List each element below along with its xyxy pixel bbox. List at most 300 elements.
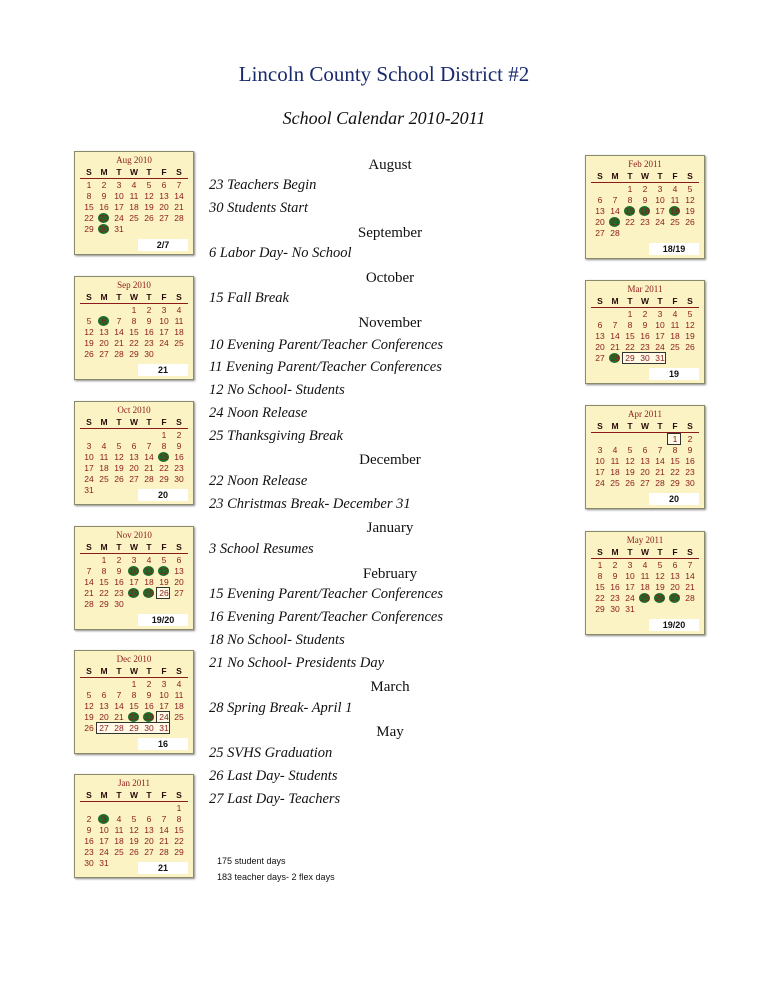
- weekday-header: M: [100, 167, 108, 177]
- event-item: 26 Last Day- Students: [209, 768, 338, 784]
- day-number: 20: [129, 463, 139, 473]
- day-number: 25: [114, 847, 124, 857]
- day-number: 10: [114, 191, 124, 201]
- day-number: 7: [657, 445, 663, 455]
- day-number: 26: [129, 847, 139, 857]
- day-number: 12: [159, 566, 169, 576]
- day-number: 23: [640, 217, 650, 227]
- mini-calendar-apr-2011: [585, 405, 705, 509]
- mini-month-name: Nov 2010: [116, 530, 152, 540]
- day-number: 31: [655, 353, 665, 363]
- day-number: 22: [159, 463, 169, 473]
- event-item: 12 No School- Students: [209, 382, 345, 398]
- day-number: 14: [144, 452, 154, 462]
- day-number: 5: [687, 184, 693, 194]
- day-number: 16: [114, 577, 124, 587]
- school-day-count: 21: [138, 862, 188, 874]
- day-number: 4: [176, 679, 182, 689]
- day-number: 11: [174, 316, 184, 326]
- day-number: 27: [595, 353, 605, 363]
- day-number: 9: [176, 441, 182, 451]
- weekday-header: T: [146, 417, 152, 427]
- day-number: 31: [84, 485, 94, 495]
- day-number: 26: [685, 342, 695, 352]
- weekday-header: S: [86, 542, 92, 552]
- mini-calendar-sep-2010: [74, 276, 194, 380]
- day-number: 16: [610, 582, 620, 592]
- day-number: 10: [655, 195, 665, 205]
- day-number: 29: [174, 847, 184, 857]
- weekday-header: W: [129, 292, 139, 302]
- day-number: 26: [114, 474, 124, 484]
- day-number: 18: [144, 577, 154, 587]
- day-number: 14: [685, 571, 695, 581]
- month-heading-september: September: [357, 225, 423, 241]
- day-number: 17: [114, 202, 124, 212]
- day-number: 27: [670, 593, 680, 603]
- day-number: 30: [640, 353, 650, 363]
- day-number: 30: [84, 858, 94, 868]
- page-title: Lincoln County School District #2: [238, 62, 530, 86]
- day-number: 11: [670, 320, 680, 330]
- day-number: 12: [84, 327, 94, 337]
- weekday-header: S: [86, 167, 92, 177]
- day-number: 4: [176, 305, 182, 315]
- weekday-header: T: [627, 296, 633, 306]
- weekday-header: M: [100, 666, 108, 676]
- day-number: 29: [159, 474, 169, 484]
- day-number: 14: [84, 577, 94, 587]
- mini-month-name: Feb 2011: [628, 159, 662, 169]
- month-heading-may: May: [376, 724, 404, 740]
- day-number: 3: [101, 814, 107, 824]
- teacher-days-text: 183 teacher days- 2 flex days: [217, 872, 335, 882]
- day-number: 21: [159, 836, 169, 846]
- day-number: 18: [670, 331, 680, 341]
- day-number: 26: [84, 723, 94, 733]
- day-number: 9: [612, 571, 618, 581]
- day-number: 19: [159, 577, 169, 587]
- day-number: 3: [86, 441, 92, 451]
- mini-calendar-feb-2011: [585, 155, 705, 259]
- day-number: 28: [114, 723, 124, 733]
- day-number: 28: [685, 593, 695, 603]
- day-number: 17: [84, 463, 94, 473]
- day-number: 7: [612, 195, 618, 205]
- day-number: 20: [99, 338, 109, 348]
- day-number: 29: [595, 604, 605, 614]
- event-item: 30 Students Start: [209, 200, 309, 216]
- weekday-header: S: [86, 666, 92, 676]
- day-number: 19: [84, 712, 94, 722]
- weekday-header: T: [146, 292, 152, 302]
- weekday-header: S: [176, 542, 182, 552]
- day-number: 24: [114, 213, 124, 223]
- weekday-header: S: [687, 547, 693, 557]
- day-number: 12: [655, 571, 665, 581]
- day-number: 29: [99, 599, 109, 609]
- day-number: 17: [99, 836, 109, 846]
- weekday-header: W: [129, 666, 139, 676]
- day-number: 17: [129, 577, 139, 587]
- day-number: 7: [687, 560, 693, 570]
- day-number: 5: [131, 814, 137, 824]
- day-number: 12: [84, 701, 94, 711]
- day-number: 10: [99, 825, 109, 835]
- weekday-header: M: [611, 171, 619, 181]
- day-number: 21: [174, 202, 184, 212]
- day-number: 27: [144, 847, 154, 857]
- day-number: 22: [84, 213, 94, 223]
- event-item: 24 Noon Release: [209, 405, 308, 421]
- day-number: 27: [174, 588, 184, 598]
- mini-month-name: May 2011: [626, 535, 664, 545]
- day-number: 9: [642, 320, 648, 330]
- event-item: 15 Evening Parent/Teacher Conferences: [209, 586, 443, 602]
- day-number: 19: [685, 206, 695, 216]
- day-number: 29: [84, 224, 94, 234]
- day-number: 2: [642, 309, 648, 319]
- weekday-header: F: [672, 547, 678, 557]
- month-heading-october: October: [365, 270, 415, 286]
- day-number: 3: [131, 555, 137, 565]
- day-number: 7: [146, 441, 152, 451]
- day-number: 20: [99, 712, 109, 722]
- weekday-header: F: [161, 292, 167, 302]
- day-number: 2: [642, 184, 648, 194]
- day-number: 2: [101, 180, 107, 190]
- day-number: 17: [655, 206, 665, 216]
- weekday-header: S: [86, 292, 92, 302]
- weekday-header: S: [176, 167, 182, 177]
- day-number: 1: [627, 309, 633, 319]
- day-number: 25: [640, 593, 650, 603]
- day-number: 2: [146, 305, 152, 315]
- day-number: 15: [625, 206, 635, 216]
- day-number: 14: [610, 206, 620, 216]
- day-number: 15: [129, 701, 139, 711]
- weekday-header: W: [129, 167, 139, 177]
- day-number: 17: [625, 582, 635, 592]
- day-number: 11: [640, 571, 650, 581]
- day-number: 6: [146, 814, 152, 824]
- day-number: 6: [101, 316, 107, 326]
- weekday-header: T: [116, 292, 122, 302]
- weekday-header: S: [687, 171, 693, 181]
- day-number: 15: [99, 577, 109, 587]
- day-number: 13: [174, 566, 184, 576]
- day-number: 28: [114, 349, 124, 359]
- day-number: 21: [114, 712, 124, 722]
- day-number: 25: [99, 474, 109, 484]
- day-number: 31: [159, 723, 169, 733]
- day-number: 30: [610, 604, 620, 614]
- day-number: 21: [114, 338, 124, 348]
- day-number: 20: [595, 217, 605, 227]
- day-number: 9: [146, 690, 152, 700]
- month-heading-february: February: [362, 566, 418, 582]
- student-days-text: 175 student days: [217, 856, 286, 866]
- day-number: 16: [84, 836, 94, 846]
- weekday-header: F: [672, 296, 678, 306]
- day-number: 28: [84, 599, 94, 609]
- day-number: 14: [114, 701, 124, 711]
- day-number: 6: [672, 560, 678, 570]
- day-number: 18: [174, 701, 184, 711]
- day-number: 20: [640, 467, 650, 477]
- school-day-count: 19: [649, 368, 699, 380]
- event-item: 23 Christmas Break- December 31: [209, 496, 411, 512]
- weekday-header: T: [116, 417, 122, 427]
- day-number: 15: [625, 331, 635, 341]
- mini-calendar-aug-2010: [74, 151, 194, 255]
- day-number: 8: [627, 320, 633, 330]
- mini-month-name: Dec 2010: [116, 654, 152, 664]
- day-number: 13: [640, 456, 650, 466]
- weekday-header: S: [687, 296, 693, 306]
- day-number: 5: [146, 180, 152, 190]
- weekday-header: W: [129, 542, 139, 552]
- day-number: 19: [84, 338, 94, 348]
- mini-month-name: Jan 2011: [118, 778, 150, 788]
- day-number: 23: [610, 593, 620, 603]
- weekday-header: M: [100, 790, 108, 800]
- day-number: 22: [174, 836, 184, 846]
- day-number: 7: [176, 180, 182, 190]
- mini-month-name: Aug 2010: [116, 155, 152, 165]
- school-day-count: 21: [138, 364, 188, 376]
- day-number: 8: [176, 814, 182, 824]
- day-number: 25: [174, 712, 184, 722]
- day-number: 14: [610, 331, 620, 341]
- weekday-header: T: [146, 790, 152, 800]
- day-number: 19: [655, 582, 665, 592]
- day-number: 26: [685, 217, 695, 227]
- weekday-header: F: [161, 167, 167, 177]
- mini-calendar-oct-2010: [74, 401, 194, 505]
- day-number: 10: [595, 456, 605, 466]
- day-number: 20: [144, 836, 154, 846]
- day-number: 8: [597, 571, 603, 581]
- day-number: 3: [597, 445, 603, 455]
- day-number: 26: [655, 593, 665, 603]
- day-number: 23: [685, 467, 695, 477]
- day-number: 20: [174, 577, 184, 587]
- weekday-header: S: [176, 292, 182, 302]
- day-number: 18: [114, 836, 124, 846]
- day-number: 17: [159, 327, 169, 337]
- day-number: 30: [144, 723, 154, 733]
- event-item: 27 Last Day- Teachers: [209, 791, 341, 807]
- day-number: 8: [161, 441, 167, 451]
- weekday-header: M: [100, 542, 108, 552]
- day-number: 28: [174, 213, 184, 223]
- day-number: 13: [99, 327, 109, 337]
- weekday-header: W: [640, 296, 650, 306]
- mini-calendar-jan-2011: [74, 774, 194, 878]
- day-number: 9: [86, 825, 92, 835]
- day-number: 24: [99, 847, 109, 857]
- day-number: 19: [685, 331, 695, 341]
- month-heading-november: November: [358, 315, 422, 331]
- day-number: 30: [114, 599, 124, 609]
- month-heading-december: December: [359, 452, 421, 468]
- weekday-header: T: [627, 547, 633, 557]
- weekday-header: F: [672, 171, 678, 181]
- day-number: 26: [144, 213, 154, 223]
- month-heading-january: January: [366, 520, 414, 536]
- day-number: 5: [161, 555, 167, 565]
- day-number: 20: [159, 202, 169, 212]
- day-number: 17: [159, 701, 169, 711]
- day-number: 12: [129, 825, 139, 835]
- day-number: 14: [114, 327, 124, 337]
- day-number: 16: [174, 452, 184, 462]
- day-number: 18: [129, 202, 139, 212]
- day-number: 8: [101, 566, 107, 576]
- day-number: 24: [655, 217, 665, 227]
- weekday-header: T: [146, 167, 152, 177]
- day-number: 31: [114, 224, 124, 234]
- day-number: 16: [99, 202, 109, 212]
- day-number: 18: [610, 467, 620, 477]
- weekday-header: T: [627, 171, 633, 181]
- weekday-header: T: [146, 542, 152, 552]
- day-number: 4: [101, 441, 107, 451]
- day-number: 4: [146, 555, 152, 565]
- weekday-header: T: [627, 421, 633, 431]
- weekday-header: S: [86, 417, 92, 427]
- day-number: 23: [84, 847, 94, 857]
- day-number: 11: [610, 456, 620, 466]
- day-number: 4: [116, 814, 122, 824]
- day-number: 23: [144, 338, 154, 348]
- day-number: 12: [114, 452, 124, 462]
- day-number: 13: [670, 571, 680, 581]
- event-item: 21 No School- Presidents Day: [209, 655, 385, 671]
- day-number: 19: [129, 836, 139, 846]
- school-day-count: 19/20: [649, 619, 699, 631]
- day-number: 25: [174, 338, 184, 348]
- day-number: 18: [670, 206, 680, 216]
- weekday-header: S: [687, 421, 693, 431]
- weekday-header: T: [657, 421, 663, 431]
- weekday-header: W: [640, 547, 650, 557]
- day-number: 27: [595, 228, 605, 238]
- day-number: 2: [176, 430, 182, 440]
- day-number: 8: [86, 191, 92, 201]
- day-number: 20: [670, 582, 680, 592]
- weekday-header: T: [146, 666, 152, 676]
- day-number: 1: [131, 305, 137, 315]
- day-number: 25: [670, 217, 680, 227]
- day-number: 11: [99, 452, 109, 462]
- day-number: 3: [116, 180, 122, 190]
- day-number: 9: [101, 191, 107, 201]
- day-number: 15: [670, 456, 680, 466]
- day-number: 18: [640, 582, 650, 592]
- weekday-header: S: [597, 296, 603, 306]
- weekday-header: F: [672, 421, 678, 431]
- event-item: 23 Teachers Begin: [209, 177, 317, 193]
- mini-month-name: Oct 2010: [117, 405, 151, 415]
- day-number: 11: [174, 690, 184, 700]
- day-number: 3: [657, 309, 663, 319]
- day-number: 11: [129, 191, 139, 201]
- day-number: 17: [595, 467, 605, 477]
- day-number: 6: [642, 445, 648, 455]
- weekday-header: S: [176, 666, 182, 676]
- day-number: 1: [597, 560, 603, 570]
- day-number: 24: [159, 712, 169, 722]
- weekday-header: W: [129, 790, 139, 800]
- day-number: 4: [612, 445, 618, 455]
- day-number: 8: [131, 690, 137, 700]
- day-number: 16: [640, 331, 650, 341]
- day-number: 20: [595, 342, 605, 352]
- day-number: 12: [625, 456, 635, 466]
- day-number: 6: [101, 690, 107, 700]
- day-number: 27: [99, 349, 109, 359]
- weekday-header: W: [640, 171, 650, 181]
- weekday-header: S: [86, 790, 92, 800]
- day-number: 22: [625, 217, 635, 227]
- page-subtitle: School Calendar 2010-2011: [282, 108, 486, 128]
- day-number: 15: [129, 327, 139, 337]
- day-number: 31: [625, 604, 635, 614]
- day-number: 11: [114, 825, 124, 835]
- day-number: 27: [99, 723, 109, 733]
- day-number: 4: [672, 184, 678, 194]
- day-number: 26: [159, 588, 169, 598]
- month-heading-august: August: [368, 157, 412, 173]
- weekday-header: T: [657, 171, 663, 181]
- weekday-header: S: [597, 171, 603, 181]
- day-number: 16: [144, 701, 154, 711]
- day-number: 3: [161, 305, 167, 315]
- event-item: 3 School Resumes: [209, 541, 314, 557]
- day-number: 12: [685, 320, 695, 330]
- day-number: 10: [159, 316, 169, 326]
- day-number: 8: [672, 445, 678, 455]
- day-number: 14: [159, 825, 169, 835]
- day-number: 5: [86, 690, 92, 700]
- day-number: 6: [597, 320, 603, 330]
- day-number: 23: [640, 342, 650, 352]
- event-item: 15 Fall Break: [209, 290, 289, 306]
- day-number: 24: [129, 588, 139, 598]
- day-number: 5: [116, 441, 122, 451]
- weekday-header: T: [657, 296, 663, 306]
- event-item: 16 Evening Parent/Teacher Conferences: [209, 609, 443, 625]
- day-number: 6: [597, 195, 603, 205]
- day-number: 4: [642, 560, 648, 570]
- day-number: 16: [640, 206, 650, 216]
- weekday-header: W: [640, 421, 650, 431]
- day-number: 21: [610, 217, 620, 227]
- day-number: 1: [627, 184, 633, 194]
- day-number: 6: [131, 441, 137, 451]
- school-day-count: 18/19: [649, 243, 699, 255]
- day-number: 23: [174, 463, 184, 473]
- event-item: 10 Evening Parent/Teacher Conferences: [209, 337, 443, 353]
- weekday-header: S: [597, 421, 603, 431]
- day-number: 12: [685, 195, 695, 205]
- day-number: 21: [685, 582, 695, 592]
- day-number: 17: [655, 331, 665, 341]
- weekday-header: T: [657, 547, 663, 557]
- day-number: 31: [99, 858, 109, 868]
